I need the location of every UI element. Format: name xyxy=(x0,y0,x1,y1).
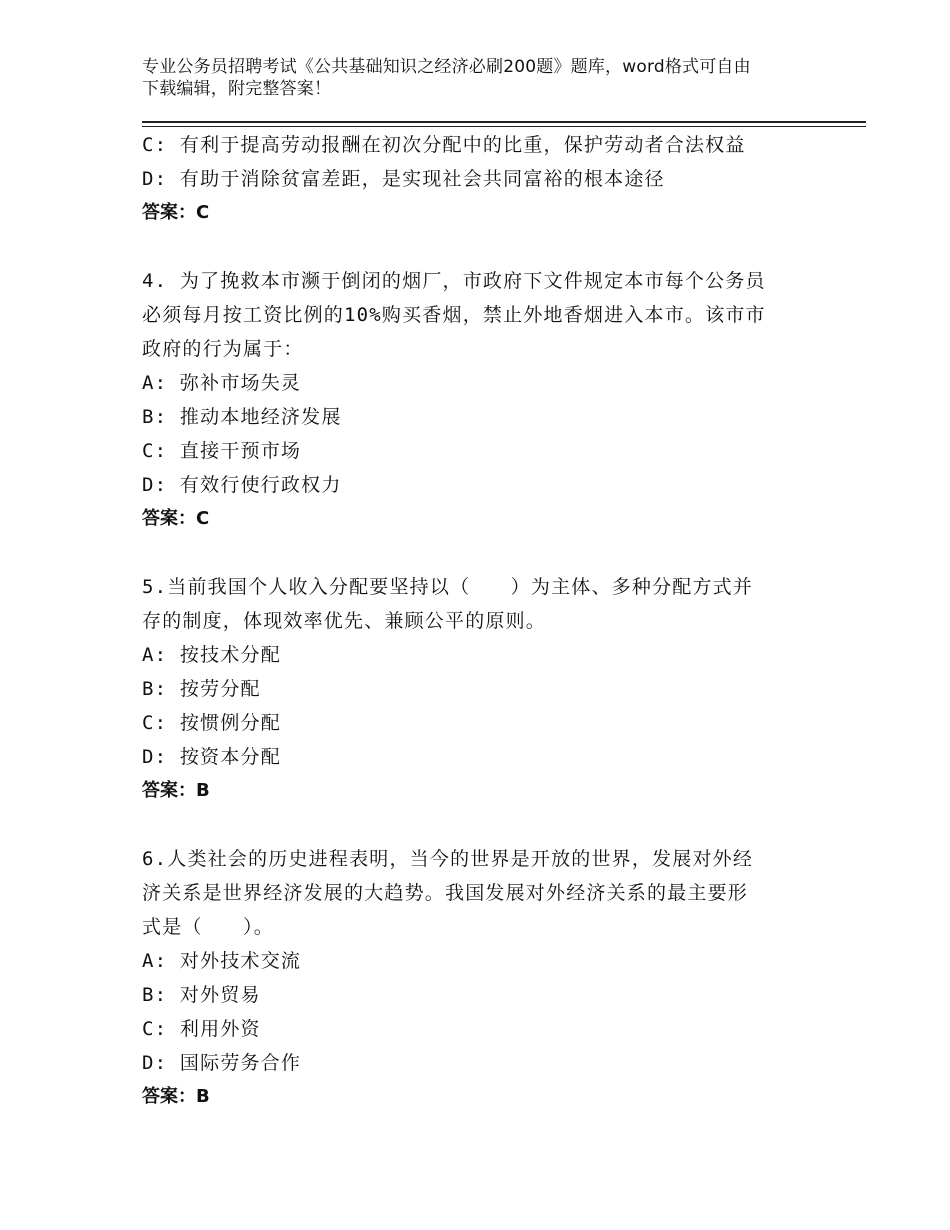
question-5 xyxy=(142,570,822,808)
answer-label: 答案：B xyxy=(142,1086,210,1107)
answer-label: 答案：B xyxy=(142,780,210,801)
option-d: D: 有助于消除贫富差距，是实现社会共同富裕的根本途径 xyxy=(142,168,665,190)
option-d: D: 按资本分配 xyxy=(142,746,281,768)
question-text-line: 政府的行为属于： xyxy=(142,338,304,360)
question-text-line: 存的制度，体现效率优先、兼顾公平的原则。 xyxy=(142,610,547,632)
option-c: C: 利用外资 xyxy=(142,1018,261,1040)
question-text-line: 4. 为了挽救本市濒于倒闭的烟厂，市政府下文件规定本市每个公务员 xyxy=(142,270,766,292)
header-title-line-1: 专业公务员招聘考试《公共基础知识之经济必刷200题》题库，word格式可自由 xyxy=(142,57,751,77)
question-3-tail xyxy=(142,128,822,230)
header-rule-thick xyxy=(142,121,866,123)
answer-label: 答案：C xyxy=(142,202,210,223)
question-text-line: 6.人类社会的历史进程表明，当今的世界是开放的世界，发展对外经 xyxy=(142,848,754,870)
question-list xyxy=(142,128,822,1114)
option-b: B: 推动本地经济发展 xyxy=(142,406,342,428)
question-6 xyxy=(142,842,822,1114)
option-d: D: 有效行使行政权力 xyxy=(142,474,342,496)
question-text-line: 必须每月按工资比例的10%购买香烟，禁止外地香烟进入本市。该市市 xyxy=(142,304,766,326)
option-a: A: 对外技术交流 xyxy=(142,950,302,972)
option-d: D: 国际劳务合作 xyxy=(142,1052,302,1074)
header-title-line-2: 下载编辑，附完整答案！ xyxy=(142,79,332,99)
spacer xyxy=(142,230,822,264)
spacer xyxy=(142,808,822,842)
answer-label: 答案：C xyxy=(142,508,210,529)
option-b: B: 按劳分配 xyxy=(142,678,261,700)
option-c: C: 有利于提高劳动报酬在初次分配中的比重，保护劳动者合法权益 xyxy=(142,134,746,156)
question-text-line: 式是（ ）。 xyxy=(142,916,274,938)
option-a: A: 按技术分配 xyxy=(142,644,281,666)
question-text-line: 济关系是世界经济发展的大趋势。我国发展对外经济关系的最主要形 xyxy=(142,882,749,904)
spacer xyxy=(142,536,822,570)
document-header xyxy=(142,56,822,100)
option-a: A: 弥补市场失灵 xyxy=(142,372,302,394)
question-4 xyxy=(142,264,822,536)
option-c: C: 直接干预市场 xyxy=(142,440,302,462)
option-c: C: 按惯例分配 xyxy=(142,712,281,734)
option-b: B: 对外贸易 xyxy=(142,984,261,1006)
header-rule-thin xyxy=(142,126,866,127)
question-text-line: 5.当前我国个人收入分配要坚持以（ ）为主体、多种分配方式并 xyxy=(142,576,754,598)
